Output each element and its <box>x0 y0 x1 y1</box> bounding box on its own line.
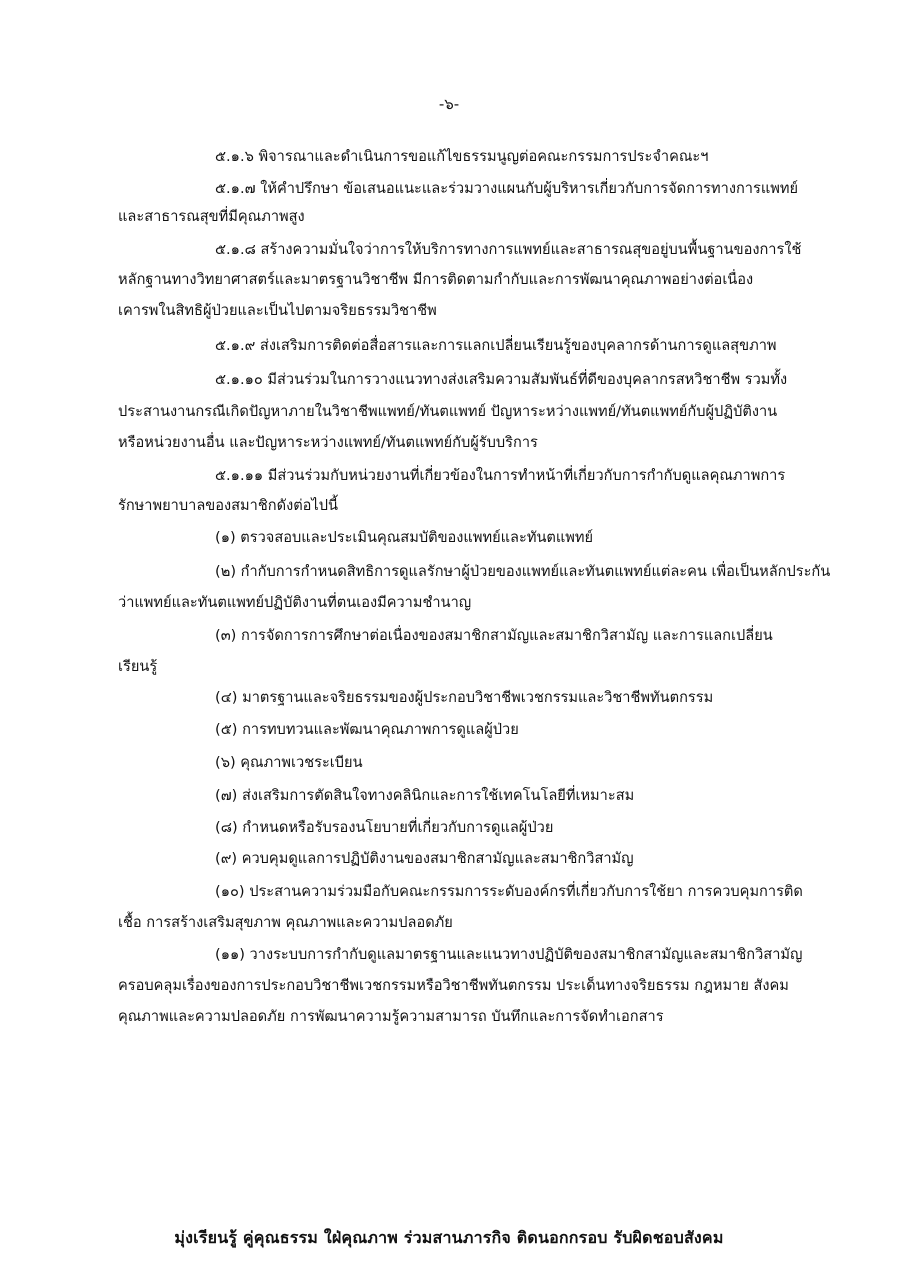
clause-5-1-7: ๕.๑.๗ ให้คำปรึกษา ข้อเสนอแนะและร่วมวางแผนกับผู้บริหารเกี่ยวกับการจัดการทางการแพทย์ <box>215 180 799 197</box>
clause-5-1-8-cont-2: เคารพในสิทธิผู้ป่วยและเป็นไปตามจริยธรรมวิชาชีพ <box>118 302 437 319</box>
item-9: (๙) ควบคุมดูแลการปฏิบัติงานของสมาชิกสามัญและสมาชิกวิสามัญ <box>215 850 634 867</box>
item-5: (๕) การทบทวนและพัฒนาคุณภาพการดูแลผู้ป่วย <box>215 721 519 738</box>
clause-5-1-10: ๕.๑.๑๐ มีส่วนร่วมในการวางแนวทางส่งเสริมความสัมพันธ์ที่ดีของบุคลากรสหวิชาชีพ รวมทั้ง <box>215 371 788 388</box>
item-2-cont: ว่าแพทย์และทันตแพทย์ปฏิบัติงานที่ตนเองมีความชำนาญ <box>118 594 472 611</box>
item-1: (๑) ตรวจสอบและประเมินคุณสมบัติของแพทย์และทันตแพทย์ <box>215 529 594 546</box>
item-11-cont-2: คุณภาพและความปลอดภัย การพัฒนาความรู้ความสามารถ บันทึกและการจัดทำเอกสาร <box>118 1008 664 1025</box>
clause-5-1-7-cont: และสาธารณสุขที่มีคุณภาพสูง <box>118 208 305 225</box>
item-3-cont: เรียนรู้ <box>118 658 158 675</box>
item-10: (๑๐) ประสานความร่วมมือกับคณะกรรมการระดับองค์กรที่เกี่ยวกับการใช้ยา การควบคุมการติด <box>215 883 803 900</box>
clause-5-1-11-cont: รักษาพยาบาลของสมาชิกดังต่อไปนี้ <box>118 497 339 514</box>
clause-5-1-10-cont-2: หรือหน่วยงานอื่น และปัญหาระหว่างแพทย์/ทันตแพทย์กับผู้รับบริการ <box>118 434 538 451</box>
clause-5-1-8: ๕.๑.๘ สร้างความมั่นใจว่าการให้บริการทางการแพทย์และสาธารณสุขอยู่บนพื้นฐานของการใช้ <box>215 241 802 258</box>
clause-5-1-10-cont-1: ประสานงานกรณีเกิดปัญหาภายในวิชาชีพแพทย์/ทันตแพทย์ ปัญหาระหว่างแพทย์/ทันตแพทย์กับผู้ปฏิบัติงาน <box>118 403 778 420</box>
item-6: (๖) คุณภาพเวชระเบียน <box>215 754 363 771</box>
item-3: (๓) การจัดการการศึกษาต่อเนื่องของสมาชิกสามัญและสมาชิกวิสามัญ และการแลกเปลี่ยน <box>215 627 773 644</box>
clause-5-1-11: ๕.๑.๑๑ มีส่วนร่วมกับหน่วยงานที่เกี่ยวข้องในการทำหน้าที่เกี่ยวกับการกำกับดูแลคุณภาพการ <box>215 467 786 484</box>
clause-5-1-8-cont-1: หลักฐานทางวิทยาศาสตร์และมาตรฐานวิชาชีพ มีการติดตามกำกับและการพัฒนาคุณภาพอย่างต่อเนื่อง <box>118 271 754 288</box>
item-2: (๒) กำกับการกำหนดสิทธิการดูแลรักษาผู้ป่วยของแพทย์และทันตแพทย์แต่ละคน เพื่อเป็นหลักประกัน <box>215 563 831 580</box>
clause-5-1-9: ๕.๑.๙ ส่งเสริมการติดต่อสื่อสารและการแลกเปลี่ยนเรียนรู้ของบุคลากรด้านการดูแลสุขภาพ <box>215 337 777 354</box>
footer-motto: มุ่งเรียนรู้ คู่คุณธรรม ใฝ่คุณภาพ ร่วมสานภารกิจ ติดนอกกรอบ รับผิดชอบสังคม <box>174 1228 724 1247</box>
item-8: (๘) กำหนดหรือรับรองนโยบายที่เกี่ยวกับการดูแลผู้ป่วย <box>215 819 554 836</box>
page-number: -๖- <box>438 95 460 113</box>
item-11: (๑๑) วางระบบการกำกับดูแลมาตรฐานและแนวทางปฏิบัติของสมาชิกสามัญและสมาชิกวิสามัญ <box>215 946 803 963</box>
item-10-cont: เชื้อ การสร้างเสริมสุขภาพ คุณภาพและความปลอดภัย <box>118 914 453 931</box>
clause-5-1-6: ๕.๑.๖ พิจารณาและดำเนินการขอแก้ไขธรรมนูญต่อคณะกรรมการประจำคณะฯ <box>215 148 709 165</box>
item-4: (๔) มาตรฐานและจริยธรรมของผู้ประกอบวิชาชีพเวชกรรมและวิชาชีพทันตกรรม <box>215 689 714 706</box>
item-7: (๗) ส่งเสริมการตัดสินใจทางคลินิกและการใช้เทคโนโลยีที่เหมาะสม <box>215 787 635 804</box>
item-11-cont-1: ครอบคลุมเรื่องของการประกอบวิชาชีพเวชกรรมหรือวิชาชีพทันตกรรม ประเด็นทางจริยธรรม กฎหมาย สังคม <box>118 977 789 994</box>
